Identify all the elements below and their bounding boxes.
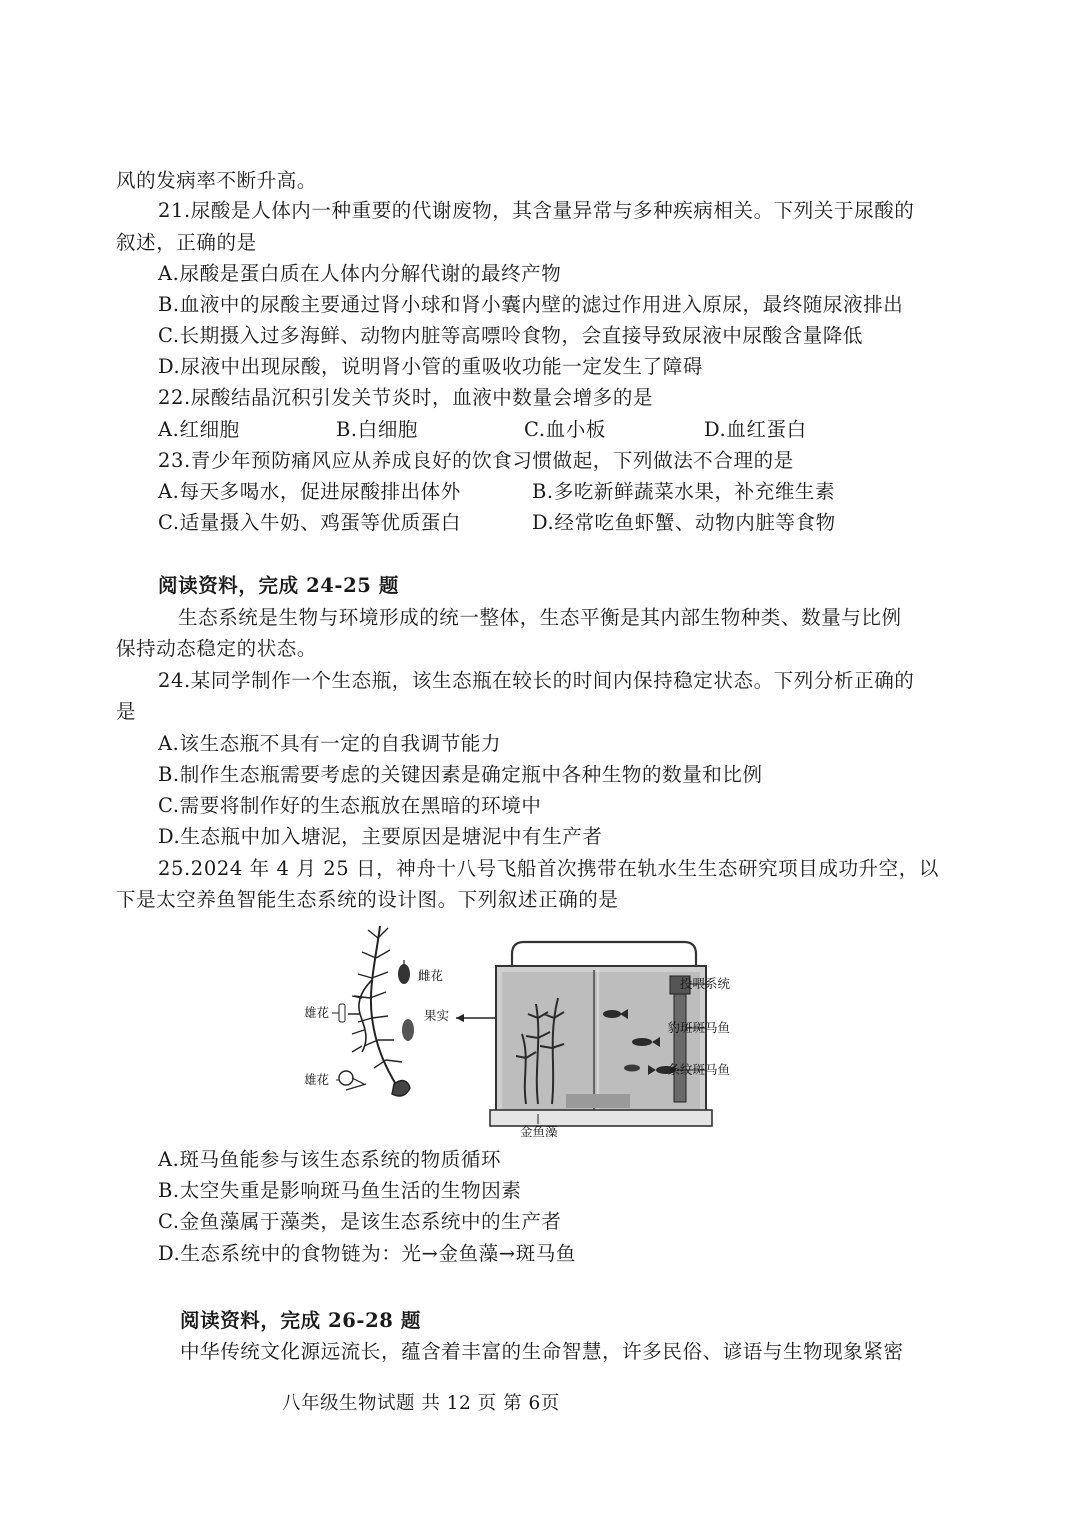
q22-option-d: D.血红蛋白 bbox=[704, 418, 807, 441]
label-female-flower-top: 雌花 bbox=[418, 968, 444, 983]
q25-stem-line1: 25.2024 年 4 月 25 日，神舟十八号飞船首次携带在轨水生生态研究项目成功升空，以 bbox=[158, 857, 939, 880]
q21-stem-line1: 21.尿酸是人体内一种重要的代谢废物，其含量异常与多种疾病相关。下列关于尿酸的 bbox=[158, 199, 915, 222]
reading-para-24-25-line1: 生态系统是生物与环境形成的统一整体，生态平衡是其内部生物种类、数量与比例 bbox=[178, 606, 902, 629]
fruit-shape bbox=[402, 1019, 414, 1041]
q24-option-a: A.该生态瓶不具有一定的自我调节能力 bbox=[158, 732, 502, 755]
q25-stem-line2: 下是太空养鱼智能生态系统的设计图。下列叙述正确的是 bbox=[116, 888, 619, 911]
q21-option-b: B.血液中的尿酸主要通过肾小球和肾小囊内壁的滤过作用进入原尿，最终随尿液排出 bbox=[158, 293, 904, 316]
label-fruit: 果实 bbox=[424, 1008, 450, 1023]
q24-option-c: C.需要将制作好的生态瓶放在黑暗的环境中 bbox=[158, 794, 542, 817]
q24-stem-line1: 24.某同学制作一个生态瓶，该生态瓶在较长的时间内保持稳定状态。下列分析正确的 bbox=[158, 669, 915, 692]
q25-option-d: D.生态系统中的食物链为：光→金鱼藻→斑马鱼 bbox=[158, 1242, 577, 1265]
hornwort-plant-drawing bbox=[346, 926, 410, 1096]
q22-option-a: A.红细胞 bbox=[158, 418, 240, 441]
bottom-flower-shape bbox=[339, 1071, 353, 1085]
q24-option-b: B.制作生态瓶需要考虑的关键因素是确定瓶中各种生物的数量和比例 bbox=[158, 763, 763, 786]
reading-title-24-25: 阅读资料，完成 24-25 题 bbox=[158, 574, 399, 597]
q25-option-b: B.太空失重是影响斑马鱼生活的生物因素 bbox=[158, 1179, 522, 1202]
q21-option-d: D.尿液中出现尿酸，说明肾小管的重吸收功能一定发生了障碍 bbox=[158, 355, 703, 378]
q22-option-c: C.血小板 bbox=[524, 418, 606, 441]
q24-option-d: D.生态瓶中加入塘泥，主要原因是塘泥中有生产者 bbox=[158, 825, 603, 848]
q25-option-a: A.斑马鱼能参与该生态系统的物质循环 bbox=[158, 1148, 502, 1171]
q22-stem: 22.尿酸结晶沉积引发关节炎时，血液中数量会增多的是 bbox=[158, 386, 654, 409]
male-flower-shape bbox=[339, 1004, 345, 1022]
label-male-flower: 雄花 bbox=[304, 1005, 330, 1020]
q21-option-c: C.长期摄入过多海鲜、动物内脏等高嘌呤食物，会直接导致尿液中尿酸含量降低 bbox=[158, 324, 864, 347]
label-striped-zebrafish: 条纹斑马鱼 bbox=[667, 1062, 730, 1077]
q23-option-c: C.适量摄入牛奶、鸡蛋等优质蛋白 bbox=[158, 511, 462, 534]
q24-stem-line2: 是 bbox=[116, 700, 137, 723]
reading-title-26-28: 阅读资料，完成 26-28 题 bbox=[180, 1309, 421, 1332]
label-feeding-system: 投喂系统 bbox=[679, 976, 730, 991]
space-fish-ecosystem-figure bbox=[290, 918, 730, 1140]
label-bottom-flower: 雄花 bbox=[304, 1072, 330, 1087]
previous-text-tail: 风的发病率不断升高。 bbox=[116, 169, 318, 192]
female-flower-top-shape bbox=[398, 964, 410, 984]
q23-option-a: A.每天多喝水，促进尿酸排出体外 bbox=[158, 480, 461, 503]
q23-stem: 23.青少年预防痛风应从养成良好的饮食习惯做起，下列做法不合理的是 bbox=[158, 449, 794, 472]
q23-option-b: B.多吃新鲜蔬菜水果，补充维生素 bbox=[532, 480, 836, 503]
q23-option-d: D.经常吃鱼虾蟹、动物内脏等食物 bbox=[532, 511, 836, 534]
reading-para-24-25-line2: 保持动态稳定的状态。 bbox=[116, 637, 318, 660]
page-footer: 八年级生物试题 共 12 页 第 6页 bbox=[282, 1393, 560, 1414]
q21-option-a: A.尿酸是蛋白质在人体内分解代谢的最终产物 bbox=[158, 262, 562, 285]
q21-stem-line2: 叙述，正确的是 bbox=[116, 231, 257, 254]
q25-option-c: C.金鱼藻属于藻类，是该生态系统中的生产者 bbox=[158, 1210, 562, 1233]
label-hornwort: 金鱼藻 bbox=[520, 1124, 558, 1139]
label-leopard-zebrafish: 豹斑斑马鱼 bbox=[667, 1020, 730, 1035]
q22-option-b: B.白细胞 bbox=[336, 418, 419, 441]
reading-para-26-28-line1: 中华传统文化源远流长，蕴含着丰富的生命智慧，许多民俗、谚语与生物现象紧密 bbox=[180, 1340, 904, 1363]
